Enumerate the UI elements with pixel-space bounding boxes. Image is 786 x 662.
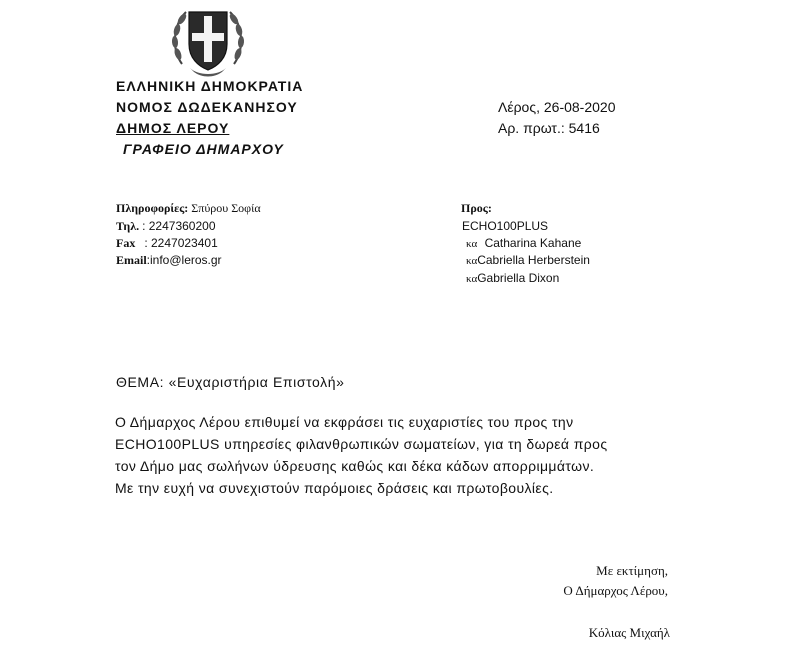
place-date: Λέρος, 26-08-2020 xyxy=(498,99,616,115)
recipient-1-prefix: κα xyxy=(466,238,478,250)
recipient-2-name: Cabriella Herberstein xyxy=(477,253,590,267)
body-line: τον Δήμο μας σωλήνων ύδρευσης καθώς και δέκα κάδων απορριμμάτων. xyxy=(115,458,595,474)
tel-row xyxy=(116,219,216,234)
info-value: Σπύρου Σοφία xyxy=(191,201,261,215)
letter-subject: ΘΕΜΑ: «Ευχαριστήρια Επιστολή» xyxy=(116,374,345,390)
info-row xyxy=(116,201,261,216)
signature-name: Κόλιας Μιχαήλ xyxy=(588,625,670,640)
body-line: Με την ευχή να συνεχιστούν παρόμοιες δράσεις και πρωτοβουλίες. xyxy=(115,480,554,496)
email-label: Email xyxy=(116,253,147,267)
info-label: Πληροφορίες: xyxy=(116,201,189,215)
body-line: ECHO100PLUS υπηρεσίες φιλανθρωπικών σωματείων, για τη δωρεά προς xyxy=(115,436,608,452)
fax-label: Fax xyxy=(116,236,136,250)
body-line: Ο Δήμαρχος Λέρου επιθυμεί να εκφράσει τις ευχαριστίες του προς την xyxy=(115,414,574,430)
recipient-2-prefix: κα xyxy=(466,255,478,267)
header-office: ΓΡΑΦΕΙΟ ΔΗΜΑΡΧΟΥ xyxy=(123,141,284,157)
email-value[interactable]: :info@leros.gr xyxy=(146,253,222,267)
recipient-3 xyxy=(466,271,559,285)
header-prefecture: ΝΟΜΟΣ ΔΩΔΕΚΑΝΗΣΟΥ xyxy=(116,99,298,115)
recipient-3-name: Gabriella Dixon xyxy=(477,271,560,285)
protocol-number: Αρ. πρωτ.: 5416 xyxy=(498,120,600,136)
fax-row xyxy=(116,236,218,251)
coat-of-arms-icon xyxy=(168,2,248,82)
recipient-label: Προς: xyxy=(461,201,492,215)
recipient-org: ECHO100PLUS xyxy=(462,219,549,233)
recipient-2 xyxy=(466,253,590,267)
tel-value: : 2247360200 xyxy=(142,219,216,233)
header-municipality: ΔΗΜΟΣ ΛΕΡΟΥ xyxy=(116,120,230,136)
header-country: ΕΛΛΗΝΙΚΗ ΔΗΜΟΚΡΑΤΙΑ xyxy=(116,78,304,94)
recipient-3-prefix: κα xyxy=(466,273,478,285)
signature-title: Ο Δήμαρχος Λέρου, xyxy=(563,583,668,598)
signature-closing: Με εκτίμηση, xyxy=(596,563,668,578)
tel-label: Τηλ. xyxy=(116,219,140,233)
email-row xyxy=(116,253,222,268)
recipient-1-name: Catharina Kahane xyxy=(484,236,582,250)
recipient-1 xyxy=(466,236,581,250)
fax-value: : 2247023401 xyxy=(144,236,218,250)
